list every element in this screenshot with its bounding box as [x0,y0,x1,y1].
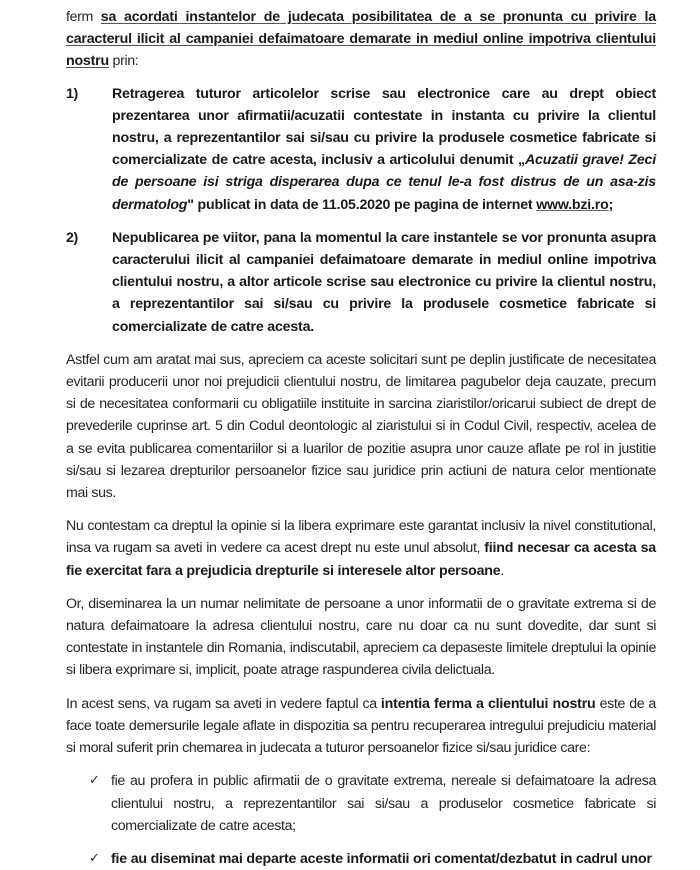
paragraph-or: Or, diseminarea la un numar nelimitate de persoane a unor informatii de o gravitate extrema si de natura defaimatoare la adresa clientului nostru, care nu doar ca nu sunt dovedite, dar sunt si contestate in instantele din Romania, indiscutabil, apreciem ca depaseste limitele dreptului la opinie si libera exprimare si, implicit, poate atrage raspunderea civila delictuala. [66,595,656,679]
text-bold: fiind necesar ca acesta sa fie exercitat fara a prejudicia drepturile si interesele altor persoane [66,540,656,579]
document-page [66,6,656,870]
check-item-2 [66,848,656,870]
check-item-text: fie au profera in public afirmatii de o gravitate extrema, nereale si defaimatoare la adresa clientului nostru, a reprezentantilor sai si/sau a produselor cosmetice fabricate si comercializate de catre acesta; [111,773,656,834]
text-after: este de a face toate demersurile legale aflate in dispozitia sa pentru recuperarea intregului prejudiciu material si moral suferit prin chemarea in judecata a tuturor persoanelor fizice si/sau juridice care: [66,695,656,757]
intro-paragraph [66,6,656,73]
check-item-text: fie au diseminat mai departe aceste informatii ori comentat/dezbatut in cadrul unor [111,850,652,867]
text-end: . [500,562,505,579]
numbered-item-1 [66,83,656,216]
check-item-1 [66,770,656,837]
item-number: 1) [66,85,78,102]
checkmark-icon: ✓ [89,850,100,866]
checkmark-icon: ✓ [89,773,100,789]
text-before: In acest sens, va rugam sa aveti in vedere faptul ca [66,695,381,712]
text-bold: intentia ferma a clientului nostru [380,695,596,712]
intro-tail: prin: [108,53,139,70]
website-link[interactable]: www.bzi.ro [536,196,609,213]
item-number: 2) [66,229,78,246]
item-text [112,83,656,216]
item-text-before: Retragerea tuturor articolelor scrise sau electronice care au drept obiect prezentarea unor afirmatii/acuzatii contestate in instanta cu privire la clientul nostru, a reprezentantilor sai si/sau cu privire la produsele cosmetice fabricate si comercializate de catre acesta, inclusiv a articolului denumit „ [112,85,656,169]
intro-lead: ferm [66,9,101,25]
item-end: ; [608,196,614,213]
numbered-item-2 [66,227,656,338]
paragraph-nu-contestam [66,515,656,582]
paragraph-astfel: Astfel cum am aratat mai sus, apreciem ca aceste solicitari sunt pe deplin justificate de necesitatea evitarii producerii unor noi prejudicii clientului nostru, de limitarea pagubelor deja cauzate, precum si de necesitatea conformarii cu obligatiile instituite in sarcina ziaristilor/oricarui subiect de drept de prevederile cuprinse art. 5 din Codul deontologic al ziaristului si in Codul Civil, respectiv, acelea de a se evita publicarea comentariilor si a luarilor de pozitie asupra unor cauze aflate pe rol in justitie si/sau si lezarea drepturilor persoanelor fizice sau juridice prin actiuni de natura celor mentionate mai sus. [66,351,656,502]
item-text: Nepublicarea pe viitor, pana la momentul la care instantele se vor pronunta asupra caracterului ilicit al campaniei defaimatoare demarate in mediul online impotriva clientului nostru, a altor articole scrise sau electronice cu privire la clientul nostru, a reprezentantilor sai si/sau cu privire la produsele cosmetice fabricate si comercializate de catre acesta. [112,229,656,335]
item-text-after: " publicat in data de 11.05.2020 pe pagina de internet [187,196,537,213]
text-regular: Nu contestam ca dreptul la opinie si la libera exprimare este garantat inclusiv la nivel constitutional, insa va rugam sa aveti in vedere ca acest drept nu este unul absolut, [66,518,656,557]
intro-underlined-request: sa acordati instantelor de judecata posibilitatea de a se pronunta cu privire la caracterul ilicit al campaniei defaimatoare demarate in mediul online impotriva clientului nostru [66,9,656,70]
paragraph-in-acest-sens [66,693,656,760]
article-title: Acuzatii grave! Zeci de persoane isi striga disperarea dupa ce tenul le-a fost distrus de un asa-zis dermatolog [112,152,656,213]
